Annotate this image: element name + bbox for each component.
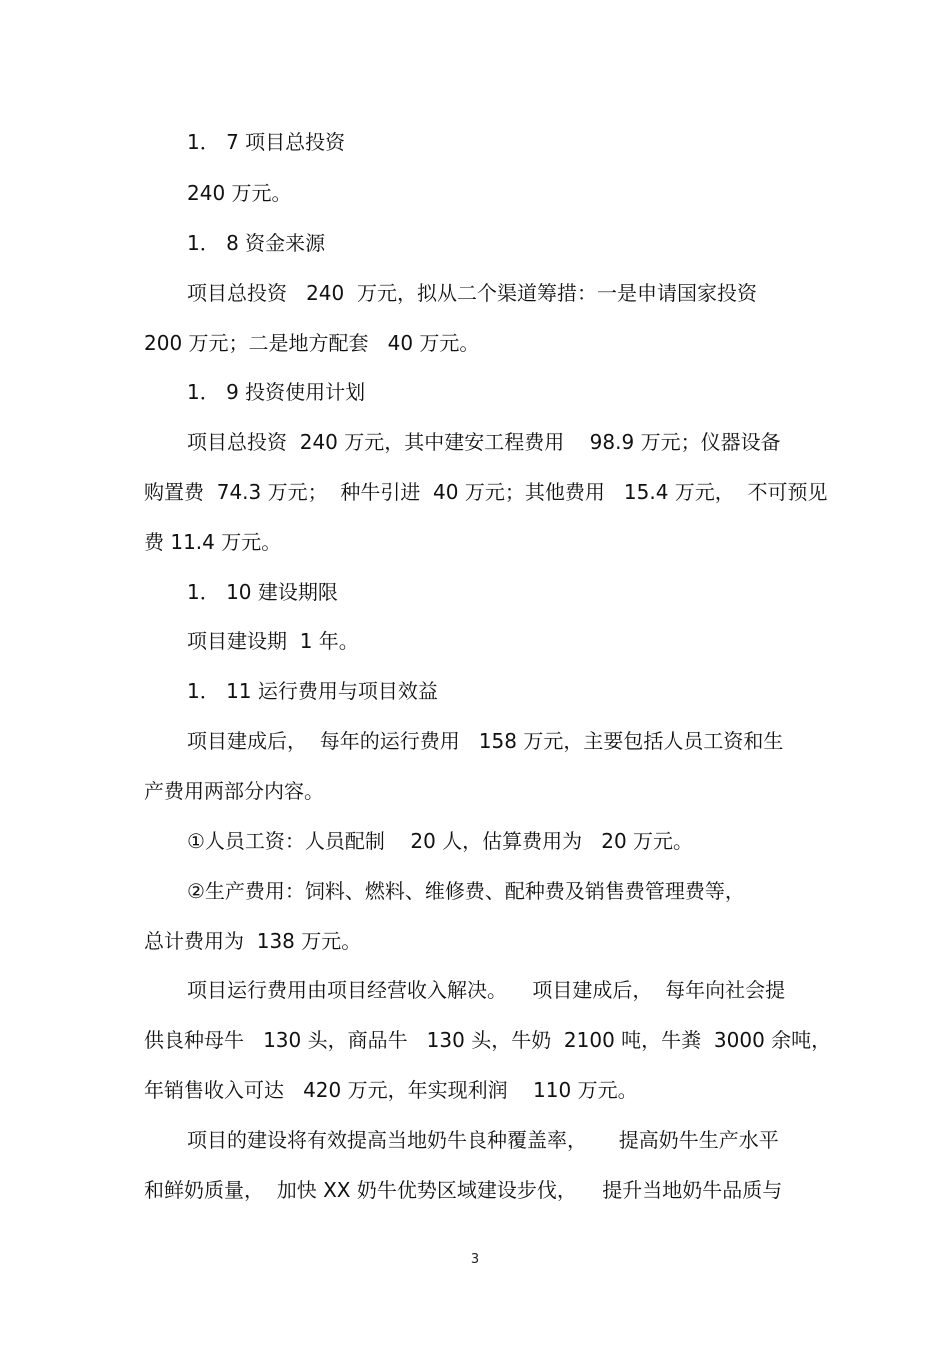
page-number: 3 — [470, 1252, 480, 1267]
paragraph-line: 供良种母牛 130 头，商品牛 130 头，牛奶 2100 吨，牛粪 3000 余吨， — [144, 1028, 832, 1052]
paragraph-line: 项目总投资 240 万元，拟从二个渠道筹措：一是申请国家投资 — [187, 281, 757, 305]
paragraph-line: 200 万元；二是地方配套 40 万元。 — [144, 331, 480, 355]
paragraph-line: 购置费 74.3 万元； 种牛引进 40 万元；其他费用 15.4 万元， 不可预见 — [144, 480, 828, 504]
paragraph-line: 和鲜奶质量， 加快 XX 奶牛优势区域建设步伐， 提升当地奶牛品质与 — [144, 1178, 783, 1202]
section-heading-1-10: 1． 10 建设期限 — [187, 580, 338, 604]
list-item-staff-wages: ①人员工资：人员配制 20 人，估算费用为 20 万元。 — [187, 829, 694, 853]
paragraph-line: 240 万元。 — [187, 181, 292, 205]
section-heading-1-9: 1． 9 投资使用计划 — [187, 380, 366, 404]
list-item-production-costs: ②生产费用：饲料、燃料、维修费、配种费及销售费管理费等， — [187, 879, 745, 903]
paragraph-line: 项目总投资 240 万元，其中建安工程费用 98.9 万元；仪器设备 — [187, 430, 781, 454]
paragraph-line: 项目的建设将有效提高当地奶牛良种覆盖率， 提高奶牛生产水平 — [187, 1128, 779, 1152]
paragraph-line: 年销售收入可达 420 万元，年实现利润 110 万元。 — [144, 1078, 638, 1102]
paragraph-line: 项目运行费用由项目经营收入解决。 项目建成后， 每年向社会提 — [187, 978, 786, 1002]
section-heading-1-11: 1． 11 运行费用与项目效益 — [187, 679, 438, 703]
paragraph-line: 费 11.4 万元。 — [144, 530, 282, 554]
section-heading-1-8: 1． 8 资金来源 — [187, 231, 326, 255]
paragraph-line: 产费用两部分内容。 — [144, 779, 324, 803]
paragraph-line: 总计费用为 138 万元。 — [144, 929, 362, 953]
paragraph-line: 项目建设期 1 年。 — [187, 629, 359, 653]
paragraph-line: 项目建成后， 每年的运行费用 158 万元，主要包括人员工资和生 — [187, 729, 784, 753]
section-heading-1-7: 1． 7 项目总投资 — [187, 130, 346, 154]
